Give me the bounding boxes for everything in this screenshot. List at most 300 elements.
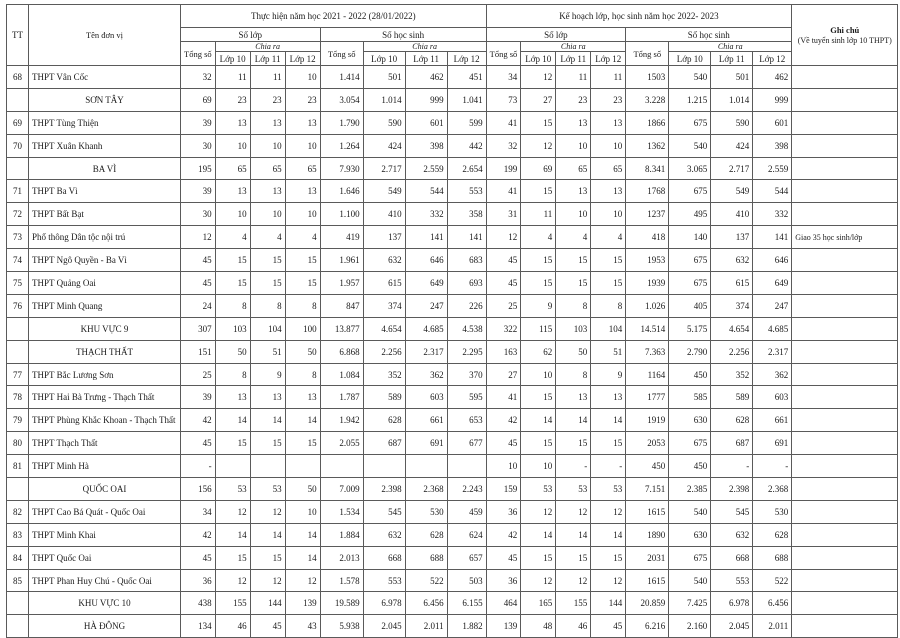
actual-classes-g12: 23 [285,88,320,111]
plan-classes-g12: 15 [591,432,626,455]
grade-11-header: Lớp 11 [556,52,591,66]
row-note [792,157,898,180]
actual-classes-total: 195 [181,157,216,180]
actual-students-g11: 4.685 [405,317,447,340]
plan-students-total: 418 [626,226,669,249]
actual-classes-g11: 14 [250,523,285,546]
actual-students-total: 19.589 [320,592,363,615]
actual-students-g10: 1.014 [363,88,405,111]
actual-classes-g10 [215,455,250,478]
plan-classes-total: 10 [486,455,521,478]
actual-students-g11: 691 [405,432,447,455]
actual-students-g10: 632 [363,523,405,546]
plan-students-g12: - [753,455,792,478]
plan-classes-total: 31 [486,203,521,226]
actual-students-g10: 668 [363,546,405,569]
plan-classes-total: 27 [486,363,521,386]
plan-classes-g11: 12 [556,500,591,523]
group-row [7,340,898,363]
plan-classes-total: 34 [486,66,521,89]
plan-students-total: 3.228 [626,88,669,111]
plan-classes-g11: 4 [556,226,591,249]
plan-classes-g10: 27 [521,88,556,111]
actual-classes-total: 36 [181,569,216,592]
plan-classes-g10: 15 [521,272,556,295]
plan-students-g11: 545 [711,500,753,523]
actual-classes-g10: 15 [215,432,250,455]
actual-students-g11: 530 [405,500,447,523]
plan-classes-total: 42 [486,409,521,432]
plan-classes-g12: - [591,455,626,478]
actual-students-g11: 688 [405,546,447,569]
plan-classes-g10: 69 [521,157,556,180]
plan-students-g12: 6.456 [753,592,792,615]
actual-students-g12: 6.155 [447,592,486,615]
school-name: THPT Vân Cốc [29,66,181,89]
note-header [792,5,898,66]
actual-students-g12: 683 [447,249,486,272]
row-note [792,386,898,409]
table-row [7,432,898,455]
plan-classes-g10: 14 [521,523,556,546]
school-name: Phổ thông Dân tộc nội trú [29,226,181,249]
row-number: 68 [7,66,29,89]
actual-classes-g12: 14 [285,546,320,569]
plan-students-total: 1362 [626,134,669,157]
row-note [792,203,898,226]
actual-classes-total: 151 [181,340,216,363]
actual-students-total: 1.787 [320,386,363,409]
plan-classes-total: 42 [486,523,521,546]
actual-students-g11: 332 [405,203,447,226]
plan-classes-g10: 14 [521,409,556,432]
actual-students-total: 1.961 [320,249,363,272]
plan-students-g10: 675 [669,432,711,455]
plan-classes-g10: 11 [521,203,556,226]
row-note [792,134,898,157]
row-number: 84 [7,546,29,569]
group-row [7,88,898,111]
plan-students-g10: 7.425 [669,592,711,615]
plan-classes-g12: 8 [591,294,626,317]
group-row [7,615,898,638]
plan-classes-total: 464 [486,592,521,615]
actual-students-total: 1.414 [320,66,363,89]
school-name: THPT Minh Hà [29,455,181,478]
grade-12-header: Lớp 12 [447,52,486,66]
school-name: THPT Minh Quang [29,294,181,317]
actual-students-total: 5.938 [320,615,363,638]
plan-classes-g11: 15 [556,432,591,455]
actual-classes-total: 39 [181,111,216,134]
group-name: SƠN TÂY [29,88,181,111]
table-row [7,249,898,272]
actual-students-g10: 545 [363,500,405,523]
actual-students-g10: 2.256 [363,340,405,363]
actual-students-total: 6.868 [320,340,363,363]
actual-students-g10: 615 [363,272,405,295]
school-name: THPT Hai Bà Trưng - Thạch Thất [29,386,181,409]
actual-classes-g11: 144 [250,592,285,615]
plan-classes-g10: 12 [521,500,556,523]
plan-students-g10: 540 [669,66,711,89]
group-name: HÀ ĐÔNG [29,615,181,638]
plan-classes-g11: 10 [556,134,591,157]
row-note [792,340,898,363]
actual-classes-g10: 14 [215,409,250,432]
actual-students-total: 1.100 [320,203,363,226]
actual-classes-g12: 13 [285,386,320,409]
actual-students-g12: 595 [447,386,486,409]
plan-classes-total: 159 [486,478,521,501]
actual-students-g11: 398 [405,134,447,157]
grade-12-header: Lớp 12 [591,52,626,66]
actual-classes-g12: 4 [285,226,320,249]
actual-students-g10: 549 [363,180,405,203]
actual-students-total: 13.877 [320,317,363,340]
plan-students-g10: 2.790 [669,340,711,363]
actual-classes-g12: 10 [285,134,320,157]
plan-students-g12: 649 [753,272,792,295]
row-note [792,363,898,386]
plan-students-total: 1919 [626,409,669,432]
actual-students-total: 3.054 [320,88,363,111]
actual-students-g11: 999 [405,88,447,111]
row-note [792,409,898,432]
plan-students-g10: 405 [669,294,711,317]
plan-students-total: 1866 [626,111,669,134]
actual-header: Thực hiện năm học 2021 - 2022 (28/01/2022) [181,5,487,28]
plan-students-g11: 6.978 [711,592,753,615]
row-note [792,592,898,615]
grade-12-header: Lớp 12 [285,52,320,66]
group-name: KHU VỰC 9 [29,317,181,340]
table-row [7,203,898,226]
plan-classes-total: 41 [486,386,521,409]
actual-classes-total: 30 [181,134,216,157]
plan-classes-total: 45 [486,272,521,295]
plan-students-total: 450 [626,455,669,478]
plan-students-g11: 424 [711,134,753,157]
actual-students-g12 [447,455,486,478]
actual-students-total: 2.013 [320,546,363,569]
table-row [7,226,898,249]
plan-students-g12: 2.368 [753,478,792,501]
plan-classes-g11: 15 [556,272,591,295]
grade-11-header: Lớp 11 [405,52,447,66]
plan-classes-total: 41 [486,111,521,134]
plan-students-g10: 5.175 [669,317,711,340]
col-tt: TT [7,5,29,66]
plan-classes-g11: - [556,455,591,478]
plan-classes-g12: 104 [591,317,626,340]
row-number: 81 [7,455,29,478]
plan-classes-g11: 13 [556,180,591,203]
actual-students-g11: 661 [405,409,447,432]
actual-students-g10: 687 [363,432,405,455]
table-row [7,569,898,592]
actual-classes-total: 42 [181,409,216,432]
actual-students-g10: 6.978 [363,592,405,615]
plan-classes-total: 199 [486,157,521,180]
actual-classes-g12: 15 [285,432,320,455]
actual-classes-total: 134 [181,615,216,638]
actual-students-total: 1.884 [320,523,363,546]
plan-students-total: 2053 [626,432,669,455]
actual-students-total: 1.646 [320,180,363,203]
actual-classes-g12: 65 [285,157,320,180]
plan-students-g10: 140 [669,226,711,249]
plan-classes-total: 36 [486,500,521,523]
note-title: Ghi chú [830,24,860,35]
actual-classes-g12: 139 [285,592,320,615]
plan-students-g10: 675 [669,272,711,295]
actual-classes-g12: 10 [285,203,320,226]
plan-classes-g10: 48 [521,615,556,638]
plan-classes-g11: 15 [556,546,591,569]
actual-classes-total: 156 [181,478,216,501]
plan-classes-g12: 51 [591,340,626,363]
plan-students-g10: 450 [669,455,711,478]
plan-students-g10: 3.065 [669,157,711,180]
actual-classes-total: 39 [181,180,216,203]
plan-students-total: 1890 [626,523,669,546]
actual-students-g11: 362 [405,363,447,386]
actual-classes-g11: 23 [250,88,285,111]
actual-students-g12: 358 [447,203,486,226]
plan-classes-g12: 10 [591,203,626,226]
actual-students-g11: 6.456 [405,592,447,615]
actual-students-g11: 646 [405,249,447,272]
plan-classes-g11: 8 [556,294,591,317]
actual-classes-total: - [181,455,216,478]
plan-classes-total: 41 [486,180,521,203]
actual-classes-g12: 8 [285,363,320,386]
plan-students-g11: 549 [711,180,753,203]
row-note [792,272,898,295]
row-number: 70 [7,134,29,157]
row-number: 73 [7,226,29,249]
group-row [7,592,898,615]
plan-classes-g10: 62 [521,340,556,363]
actual-classes-g11: 15 [250,272,285,295]
group-row [7,317,898,340]
plan-students-g10: 630 [669,523,711,546]
row-note [792,478,898,501]
grade-11-header: Lớp 11 [250,52,285,66]
row-note [792,569,898,592]
plan-classes-g11: 13 [556,386,591,409]
actual-students-total: 1.942 [320,409,363,432]
actual-students-total: 2.055 [320,432,363,455]
actual-classes-g11: 65 [250,157,285,180]
plan-students-g11: 4.654 [711,317,753,340]
plan-students-total: 8.341 [626,157,669,180]
plan-students-g12: 4.685 [753,317,792,340]
actual-students-g12: 4.538 [447,317,486,340]
actual-students-g11: 649 [405,272,447,295]
school-name: THPT Ngô Quyền - Ba Vì [29,249,181,272]
plan-students-g10: 495 [669,203,711,226]
actual-classes-g11: 13 [250,180,285,203]
actual-students-g11: 603 [405,386,447,409]
plan-classes-g12: 10 [591,134,626,157]
plan-students-g11: 632 [711,249,753,272]
actual-classes-g11: 4 [250,226,285,249]
plan-classes-total: 12 [486,226,521,249]
plan-students-g12: 688 [753,546,792,569]
row-number: 83 [7,523,29,546]
actual-classes-g12: 8 [285,294,320,317]
actual-classes-g10: 4 [215,226,250,249]
actual-classes-g12: 15 [285,272,320,295]
school-name: THPT Bắc Lương Sơn [29,363,181,386]
row-note [792,294,898,317]
plan-classes-g10: 15 [521,249,556,272]
actual-students-g12: 459 [447,500,486,523]
school-name: THPT Phùng Khắc Khoan - Thạch Thất [29,409,181,432]
plan-classes-total: 32 [486,134,521,157]
plan-students-g10: 2.385 [669,478,711,501]
actual-students-g10: 2.717 [363,157,405,180]
school-name: THPT Thạch Thất [29,432,181,455]
plan-students-total: Tổng số [626,42,669,66]
plan-students-total: 2031 [626,546,669,569]
plan-classes-g11: 50 [556,340,591,363]
row-note [792,455,898,478]
plan-classes-total: 45 [486,249,521,272]
school-name: THPT Minh Khai [29,523,181,546]
plan-students-total: 7.151 [626,478,669,501]
plan-classes-g11: 12 [556,569,591,592]
actual-students-g10: 628 [363,409,405,432]
plan-students-g11: 2.717 [711,157,753,180]
actual-students-g10: 410 [363,203,405,226]
plan-classes-total: 163 [486,340,521,363]
plan-classes-g12: 12 [591,569,626,592]
actual-classes-header: Số lớp [181,28,321,42]
actual-classes-g11: 9 [250,363,285,386]
actual-classes-g11: 14 [250,409,285,432]
actual-students-g10: 553 [363,569,405,592]
plan-classes-g11: 14 [556,523,591,546]
school-name: THPT Quảng Oai [29,272,181,295]
plan-classes-g10: 4 [521,226,556,249]
actual-students-g11: 522 [405,569,447,592]
actual-students-g10: 137 [363,226,405,249]
actual-students-total: 7.009 [320,478,363,501]
actual-students-g11: 247 [405,294,447,317]
plan-classes-g11: 103 [556,317,591,340]
enrollment-table [6,4,898,638]
actual-students-g10: 2.398 [363,478,405,501]
plan-classes-total: 73 [486,88,521,111]
actual-students-g12: 624 [447,523,486,546]
actual-students-g12: 1.041 [447,88,486,111]
table-row [7,500,898,523]
plan-students-g12: 603 [753,386,792,409]
row-note [792,180,898,203]
actual-students-g12: 2.243 [447,478,486,501]
actual-classes-g10: 12 [215,569,250,592]
actual-students-total: 1.264 [320,134,363,157]
actual-students-total: 1.790 [320,111,363,134]
actual-classes-total: 34 [181,500,216,523]
actual-students-g12: 2.654 [447,157,486,180]
row-number: 75 [7,272,29,295]
plan-students-g11: 374 [711,294,753,317]
school-name: THPT Phan Huy Chú - Quốc Oai [29,569,181,592]
school-name: THPT Quốc Oai [29,546,181,569]
row-note [792,432,898,455]
actual-classes-g12: 100 [285,317,320,340]
row-note [792,523,898,546]
table-row [7,455,898,478]
actual-students-g12: 1.882 [447,615,486,638]
plan-classes-g10: 15 [521,432,556,455]
actual-classes-g10: 10 [215,203,250,226]
table-row [7,294,898,317]
row-number [7,478,29,501]
actual-students-g10: 424 [363,134,405,157]
actual-classes-g10: 11 [215,66,250,89]
plan-classes-total: 45 [486,432,521,455]
plan-students-g12: 398 [753,134,792,157]
actual-classes-total: 45 [181,546,216,569]
plan-classes-g10: 12 [521,569,556,592]
actual-students-g11: 462 [405,66,447,89]
plan-classes-total: Tổng số [486,42,521,66]
actual-classes-g10: 10 [215,134,250,157]
actual-students-g12: 141 [447,226,486,249]
actual-classes-g11: 12 [250,569,285,592]
plan-classes-g12: 65 [591,157,626,180]
plan-students-g12: 332 [753,203,792,226]
actual-students-g12: 451 [447,66,486,89]
plan-students-total: 1768 [626,180,669,203]
actual-classes-g10: 12 [215,500,250,523]
actual-classes-g10: 15 [215,272,250,295]
actual-students-g12: 657 [447,546,486,569]
row-note [792,317,898,340]
group-name: THẠCH THẤT [29,340,181,363]
actual-classes-g11: 10 [250,203,285,226]
plan-classes-g10: 15 [521,180,556,203]
actual-students-g11: 628 [405,523,447,546]
group-row [7,478,898,501]
plan-students-g11: 553 [711,569,753,592]
actual-students-g10: 352 [363,363,405,386]
row-note [792,249,898,272]
actual-students-header: Số học sinh [320,28,486,42]
table-row [7,363,898,386]
actual-students-g10: 4.654 [363,317,405,340]
actual-classes-g12: 10 [285,66,320,89]
group-row [7,157,898,180]
actual-classes-total: 42 [181,523,216,546]
plan-classes-g11: 65 [556,157,591,180]
plan-classes-g12: 11 [591,66,626,89]
plan-students-g11: 137 [711,226,753,249]
plan-students-total: 7.363 [626,340,669,363]
plan-students-g12: 628 [753,523,792,546]
plan-students-total: 1777 [626,386,669,409]
actual-classes-g11: 13 [250,111,285,134]
actual-students-g12: 677 [447,432,486,455]
actual-students-total: 1.534 [320,500,363,523]
actual-students-g10: 589 [363,386,405,409]
actual-classes-total: 45 [181,249,216,272]
